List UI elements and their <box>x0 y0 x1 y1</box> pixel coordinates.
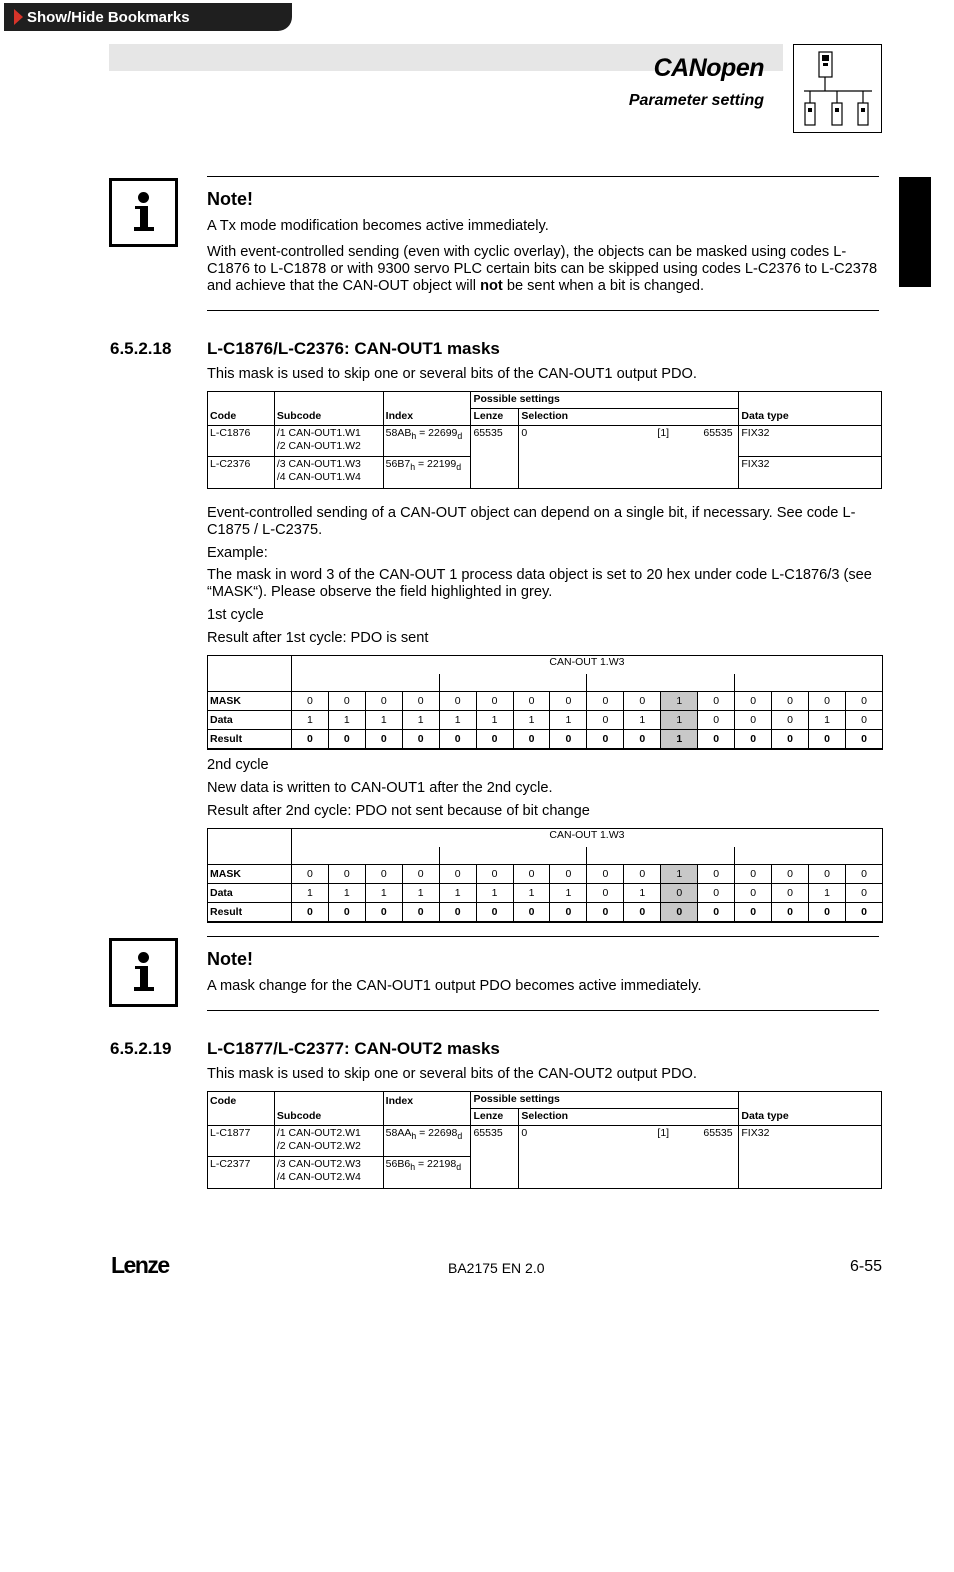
table-row <box>208 426 882 457</box>
bit-cell: 0 <box>809 903 846 922</box>
bit-cell: 0 <box>661 903 698 922</box>
row-label-result: Result <box>208 730 292 749</box>
section-intro: This mask is used to skip one or several bits of the CAN-OUT2 output PDO. <box>207 1066 697 1082</box>
bit-cell: 0 <box>772 692 809 711</box>
cycle-label: 2nd cycle <box>207 757 269 773</box>
bit-group-tick <box>328 847 365 865</box>
info-icon <box>109 178 178 247</box>
bit-cell: 0 <box>550 865 587 884</box>
bit-cell: 0 <box>661 884 698 903</box>
bit-cell: 0 <box>476 730 513 749</box>
index-cell: $58AA_h = 22698_d$ <box>383 1126 471 1157</box>
bit-cell: 0 <box>328 692 365 711</box>
page-subtitle: Parameter setting <box>628 92 764 109</box>
bit-cell: 1 <box>624 711 661 730</box>
bit-group-tick <box>402 847 439 865</box>
bit-group-tick <box>661 847 698 865</box>
bit-cell: 0 <box>587 711 624 730</box>
subcode-cell: /1 CAN-OUT1.W1 /2 CAN-OUT1.W2 <box>274 426 383 457</box>
note-paragraph: With event-controlled sending (even with cyclic overlay), the objects can be masked using codes L-C1876 to L-C1878 or with 9300 servo PLC certain bits can be skipped using codes L-C2376 to L-C2378 and achieve that the CAN-OUT object will not be sent when a bit is changed. <box>207 244 878 294</box>
index-cell: $56B7_h = 22199_d$ <box>383 457 471 489</box>
page-title: CANopen <box>653 54 764 82</box>
bit-cell: 0 <box>402 865 439 884</box>
note-text: A mask change for the CAN-OUT1 output PDO becomes active immediately. <box>207 978 702 994</box>
bit-cell: 0 <box>402 903 439 922</box>
bit-group-tick <box>809 847 846 865</box>
bit-cell: 0 <box>513 692 550 711</box>
code-cell: L-C1876 <box>208 426 275 457</box>
bit-cell: 0 <box>845 865 882 884</box>
bit-group-tick <box>439 847 476 865</box>
bit-group-tick <box>587 674 624 692</box>
possible-settings-header: Possible settings <box>471 1092 739 1109</box>
note-title: Note! <box>207 949 253 969</box>
bit-group-tick <box>550 674 587 692</box>
bit-cell: 0 <box>402 730 439 749</box>
bit-cell: 1 <box>291 884 328 903</box>
bit-cell: 0 <box>550 692 587 711</box>
bit-group-tick <box>328 674 365 692</box>
bit-cell: 0 <box>772 903 809 922</box>
bit-cell: 0 <box>365 692 402 711</box>
bit-cell: 1 <box>809 711 846 730</box>
bit-table-cycle2 <box>207 828 883 923</box>
bit-cell: 0 <box>587 730 624 749</box>
bit-cell: 1 <box>550 884 587 903</box>
subcode-cell: /3 CAN-OUT2.W3 /4 CAN-OUT2.W4 <box>274 1157 383 1189</box>
bit-cell: 1 <box>476 711 513 730</box>
cycle-result: Result after 2nd cycle: PDO not sent because of bit change <box>207 803 590 819</box>
bit-group-tick <box>291 847 328 865</box>
code-cell: L-C2376 <box>208 457 275 489</box>
divider <box>207 310 879 311</box>
table-row <box>208 1126 882 1157</box>
data-type-cell: FIX32 <box>739 457 882 489</box>
bit-table-cycle1 <box>207 655 883 750</box>
bit-cell: 0 <box>698 711 735 730</box>
bit-group-tick <box>291 674 328 692</box>
bit-cell: 0 <box>809 730 846 749</box>
section-number: 6.5.2.19 <box>110 1039 172 1058</box>
col-selection: Selection <box>519 409 739 426</box>
code-cell: L-C1877 <box>208 1126 275 1157</box>
bit-group-tick <box>513 847 550 865</box>
paragraph: The mask in word 3 of the CAN-OUT 1 process data object is set to 20 hex under code L-C1876/3 (see “MASK“). Please observe the field highlighted in grey. <box>207 567 872 600</box>
col-subcode: Subcode <box>274 409 383 426</box>
divider <box>207 936 879 937</box>
bit-cell: 0 <box>624 692 661 711</box>
bit-cell: 0 <box>735 692 772 711</box>
col-lenze: Lenze <box>471 1109 519 1126</box>
bit-cell: 1 <box>365 711 402 730</box>
section-title: L-C1877/L-C2377: CAN-OUT2 masks <box>207 1039 500 1058</box>
chapter-thumb-tab <box>899 177 931 287</box>
bit-group-tick <box>772 674 809 692</box>
col-data-type: Data type <box>739 409 882 426</box>
bit-group-tick <box>365 847 402 865</box>
col-code: Code <box>208 409 275 426</box>
bit-group-tick <box>550 847 587 865</box>
bit-cell: 0 <box>735 903 772 922</box>
bit-cell: 1 <box>624 884 661 903</box>
note-title: Note! <box>207 189 253 209</box>
bit-group-tick <box>845 674 882 692</box>
bit-cell: 0 <box>291 903 328 922</box>
lenze-cell: 65535 <box>471 1126 519 1157</box>
row-label-mask: MASK <box>208 692 292 711</box>
bit-cell: 0 <box>476 903 513 922</box>
index-cell: $58AB_h = 22699_d$ <box>383 426 471 457</box>
bit-cell: 1 <box>328 711 365 730</box>
bit-cell: 0 <box>624 865 661 884</box>
bit-cell: 0 <box>291 692 328 711</box>
example-label: Example: <box>207 545 268 561</box>
bit-cell: 0 <box>772 730 809 749</box>
bit-cell: 1 <box>328 884 365 903</box>
bit-cell: 0 <box>476 692 513 711</box>
bit-group-tick <box>624 674 661 692</box>
info-icon <box>109 938 178 1007</box>
bit-cell: 1 <box>513 711 550 730</box>
bit-cell: 0 <box>587 865 624 884</box>
bit-group-tick <box>587 847 624 865</box>
bit-cell: 0 <box>845 884 882 903</box>
bit-cell: 1 <box>439 884 476 903</box>
bit-group-tick <box>476 847 513 865</box>
lenze-cell: 65535 <box>471 426 519 457</box>
bit-table-header: CAN-OUT 1.W3 <box>291 829 882 847</box>
bit-cell: 0 <box>772 884 809 903</box>
data-type-cell: FIX32 <box>739 1126 882 1157</box>
col-lenze: Lenze <box>471 409 519 426</box>
bit-cell: 0 <box>624 730 661 749</box>
bit-cell: 0 <box>845 692 882 711</box>
bit-group-tick <box>513 674 550 692</box>
bit-cell: 0 <box>845 711 882 730</box>
bit-cell: 0 <box>735 711 772 730</box>
note-text: A Tx mode modification becomes active immediately. <box>207 218 549 234</box>
bit-cell: 0 <box>698 730 735 749</box>
bit-cell: 0 <box>550 903 587 922</box>
bit-cell: 1 <box>661 692 698 711</box>
bit-group-tick <box>661 674 698 692</box>
bit-cell: 0 <box>772 711 809 730</box>
bit-group-tick <box>735 847 772 865</box>
cycle-result: Result after 1st cycle: PDO is sent <box>207 630 429 646</box>
bit-cell: 0 <box>587 884 624 903</box>
bit-group-tick <box>845 847 882 865</box>
bit-cell: 0 <box>328 903 365 922</box>
bit-cell: 0 <box>476 865 513 884</box>
paragraph: Event-controlled sending of a CAN-OUT object can depend on a single bit, if necessary. See code L-C1875 / L-C2375. <box>207 505 856 538</box>
bit-cell: 0 <box>698 884 735 903</box>
bit-cell: 1 <box>365 884 402 903</box>
row-label-data: Data <box>208 884 292 903</box>
bit-cell: 0 <box>439 865 476 884</box>
bit-group-tick <box>476 674 513 692</box>
section-intro: This mask is used to skip one or several bits of the CAN-OUT1 output PDO. <box>207 366 697 382</box>
cycle-label: 1st cycle <box>207 607 264 623</box>
bit-cell: 0 <box>402 692 439 711</box>
bit-cell: 1 <box>661 730 698 749</box>
col-selection: Selection <box>519 1109 739 1126</box>
bit-cell: 0 <box>291 730 328 749</box>
bit-cell: 0 <box>365 903 402 922</box>
data-type-cell <box>739 1157 882 1189</box>
bit-cell: 0 <box>513 730 550 749</box>
bit-cell: 0 <box>845 903 882 922</box>
col-data-type: Data type <box>739 1109 882 1126</box>
bit-cell: 1 <box>291 711 328 730</box>
bit-cell: 0 <box>735 884 772 903</box>
bit-cell: 0 <box>439 903 476 922</box>
row-label-data: Data <box>208 711 292 730</box>
bookmarks-label: Show/Hide Bookmarks <box>27 8 190 26</box>
table-row <box>208 457 882 489</box>
triangle-right-icon <box>14 9 23 25</box>
bit-cell: 1 <box>402 711 439 730</box>
bit-group-tick <box>402 674 439 692</box>
bit-cell: 0 <box>550 730 587 749</box>
document-id: BA2175 EN 2.0 <box>448 1260 545 1276</box>
bit-group-tick <box>365 674 402 692</box>
code-cell: L-C2377 <box>208 1157 275 1189</box>
bit-cell: 1 <box>661 711 698 730</box>
bit-cell: 0 <box>735 730 772 749</box>
col-code: Code <box>208 1092 275 1109</box>
lenze-logo: Lenze <box>111 1252 169 1278</box>
bit-cell: 1 <box>476 884 513 903</box>
bit-cell: 0 <box>698 692 735 711</box>
bit-cell: 0 <box>513 865 550 884</box>
subcode-cell: /1 CAN-OUT2.W1 /2 CAN-OUT2.W2 <box>274 1126 383 1157</box>
subcode-cell: /3 CAN-OUT1.W3 /4 CAN-OUT1.W4 <box>274 457 383 489</box>
bit-table-header: CAN-OUT 1.W3 <box>291 656 882 674</box>
page-number: 6-55 <box>849 1258 882 1275</box>
bit-cell: 0 <box>624 903 661 922</box>
bit-cell: 0 <box>587 903 624 922</box>
bit-cell: 0 <box>735 865 772 884</box>
bit-cell: 1 <box>402 884 439 903</box>
bit-cell: 1 <box>513 884 550 903</box>
bit-group-tick <box>624 847 661 865</box>
bit-cell: 0 <box>439 692 476 711</box>
divider <box>207 1010 879 1011</box>
row-label-mask: MASK <box>208 865 292 884</box>
bit-group-tick <box>698 847 735 865</box>
bit-cell: 0 <box>698 903 735 922</box>
section-title: L-C1876/L-C2376: CAN-OUT1 masks <box>207 339 500 358</box>
bit-group-tick <box>735 674 772 692</box>
parameter-table <box>207 391 882 489</box>
can-network-icon <box>793 44 882 133</box>
bit-cell: 0 <box>845 730 882 749</box>
col-subcode: Subcode <box>274 1109 383 1126</box>
bit-group-tick <box>439 674 476 692</box>
col-index: Index <box>383 409 471 426</box>
possible-settings-header: Possible settings <box>471 392 739 409</box>
bit-cell: 0 <box>365 865 402 884</box>
selection-cell: 0 [1] 65535 <box>519 426 739 457</box>
col-index: Index <box>383 1092 471 1109</box>
bit-cell: 0 <box>328 865 365 884</box>
bit-cell: 0 <box>328 730 365 749</box>
bit-group-tick <box>698 674 735 692</box>
parameter-table <box>207 1091 882 1189</box>
section-number: 6.5.2.18 <box>110 339 172 358</box>
bit-cell: 1 <box>809 884 846 903</box>
bit-cell: 0 <box>809 865 846 884</box>
bit-cell: 0 <box>698 865 735 884</box>
divider <box>207 176 879 177</box>
selection-cell: 0 [1] 65535 <box>519 1126 739 1157</box>
index-cell: $56B6_h = 22198_d$ <box>383 1157 471 1189</box>
bit-cell: 1 <box>661 865 698 884</box>
bit-group-tick <box>772 847 809 865</box>
bit-cell: 0 <box>365 730 402 749</box>
bit-cell: 0 <box>809 692 846 711</box>
show-hide-bookmarks-button[interactable] <box>4 3 292 31</box>
bit-cell: 0 <box>291 865 328 884</box>
paragraph: New data is written to CAN-OUT1 after the 2nd cycle. <box>207 780 553 796</box>
bit-cell: 0 <box>439 730 476 749</box>
bit-cell: 1 <box>439 711 476 730</box>
bit-cell: 0 <box>587 692 624 711</box>
bit-group-tick <box>809 674 846 692</box>
row-label-result: Result <box>208 903 292 922</box>
bit-cell: 0 <box>772 865 809 884</box>
data-type-cell: FIX32 <box>739 426 882 457</box>
bit-cell: 1 <box>550 711 587 730</box>
bit-cell: 0 <box>513 903 550 922</box>
table-row <box>208 1157 882 1189</box>
